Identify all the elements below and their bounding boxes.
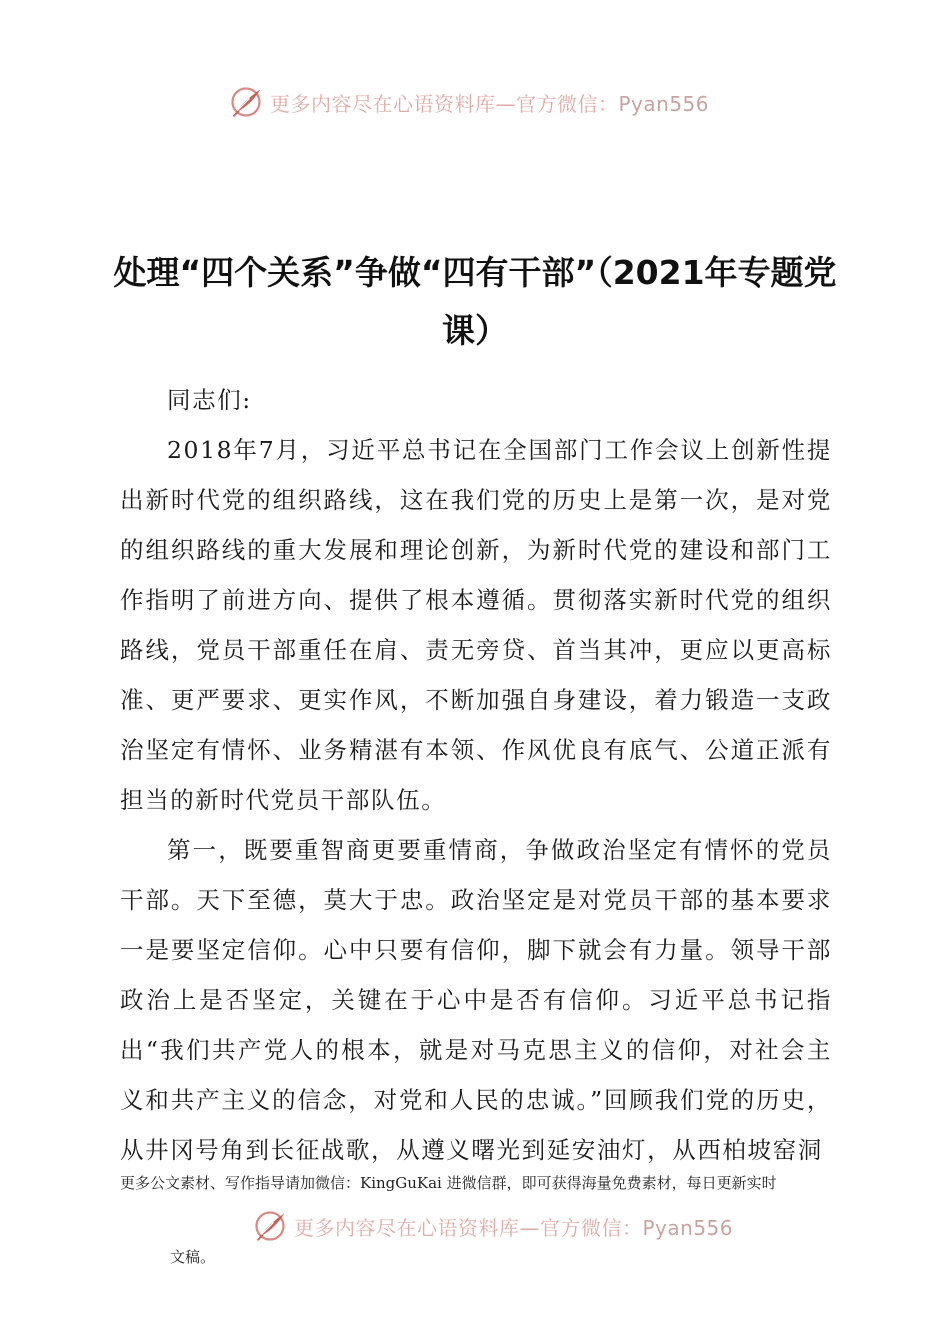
footer-note: 更多公文素材、写作指导请加微信：KingGuKai 进微信群，即可获得海量免费素材，每日更新实时 bbox=[120, 1174, 777, 1192]
document-body bbox=[120, 375, 832, 1175]
paragraph-2: 第一，既要重智商更要重情商，争做政治坚定有情怀的党员干部。天下至德，莫大于忠。政治坚定是对党员干部的基本要求一是要坚定信仰。心中只要有信仰，脚下就会有力量。领导干部政治上是否坚定，关键在于心中是否有信仰。习近平总书记指出“我们共产党人的根本，就是对马克思主义的信仰，对社会主义和共产主义的信念，对党和人民的忠诚。”回顾我们党的历史，从井冈号角到长征战歌，从遵义曙光到延安油灯，从西柏坡窑洞 bbox=[120, 836, 832, 1164]
quill-logo-icon bbox=[252, 1208, 288, 1244]
footer-watermark bbox=[252, 1208, 733, 1244]
watermark-text: 更多内容尽在心语资料库—官方微信：Pyan556 bbox=[294, 1215, 734, 1240]
paragraph-1: 2018年7月，习近平总书记在全国部门工作会议上创新性提出新时代党的组织路线，这在我们党的历史上是第一次，是对党的组织路线的重大发展和理论创新，为新时代党的建设和部门工作指明了前进方向、提供了根本遵循。贯彻落实新时代党的组织路线，党员干部重任在肩、责无旁贷、首当其冲，更应以更高标准、更严要求、更实作风，不断加强自身建设，着力锻造一支政治坚定有情怀、业务精湛有本领、作风优良有底气、公道正派有担当的新时代党员干部队伍。 bbox=[120, 436, 832, 814]
document-title: 处理“四个关系”争做“四有干部”（2021年专题党课） bbox=[113, 253, 837, 350]
watermark-text: 更多内容尽在心语资料库—官方微信：Pyan556 bbox=[270, 91, 710, 116]
header-watermark bbox=[228, 84, 709, 120]
salutation: 同志们: bbox=[167, 386, 252, 414]
footer-note-continued: 文稿。 bbox=[170, 1248, 216, 1266]
quill-logo-icon bbox=[228, 84, 264, 120]
